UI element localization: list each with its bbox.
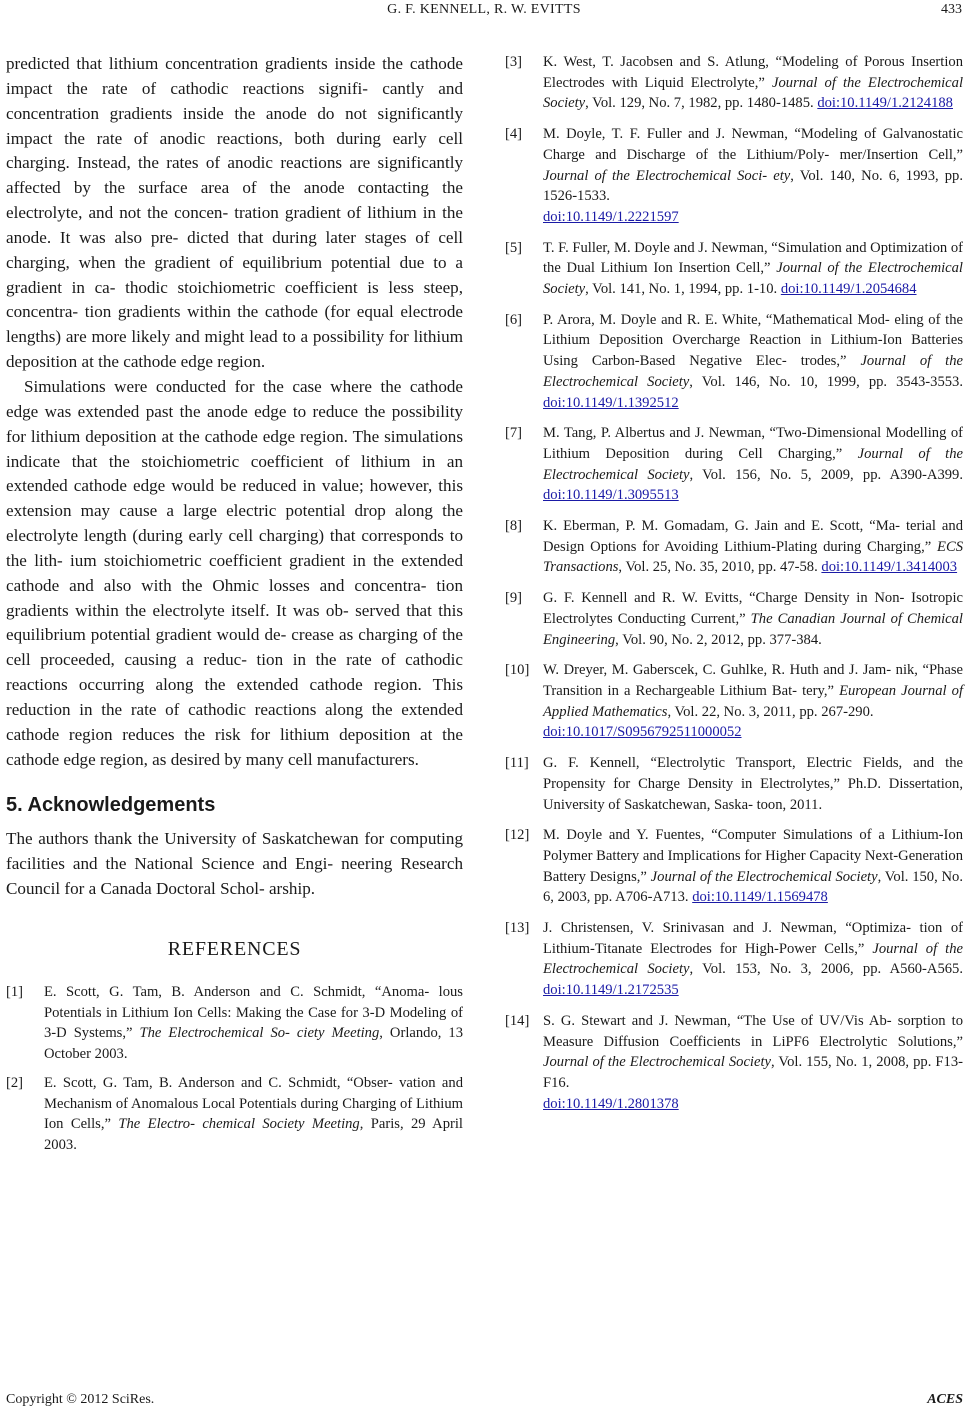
reference-number: [14] (505, 1012, 530, 1029)
reference-entry (6, 982, 463, 1065)
reference-entry (505, 753, 963, 815)
reference-details: , Vol. 146, No. 10, 1999, pp. 3543-3553. (689, 373, 964, 390)
reference-number: [1] (6, 984, 24, 1000)
reference-details: , Orlando, 13 October 2003. (44, 1025, 463, 1063)
reference-venue: Journal of the Electrochemical Society (543, 1054, 771, 1071)
reference-number: [6] (505, 311, 523, 328)
reference-venue: Journal of the Electrochemical Society (543, 445, 963, 483)
page-header (0, 0, 968, 24)
body-paragraph: predicted that lithium concentration gradients inside the cathode impact the rate of cathodic reactions signifi- cantly and concentration gradients inside the anode do not significantly impact the rate of anodic reactions, both during early cell charging. Instead, the rates of anodic reactions are significantly affected by the surface area of the anode contacting the electrolyte, and not the concen- tration gradient of lithium in the anode. It was also pre- dicted that during later stages of cell charging, when the gradient of equilibrium potential due to a gradient in ca- thodic stoichiometric coefficient is less steep, concentra- tion gradients within the cathode (for equal electrode lengths) are more likely and might lead to a possibility for lithium deposition at the cathode edge region. (6, 54, 463, 372)
reference-entry (505, 124, 963, 228)
reference-details: , Vol. 141, No. 1, 1994, pp. 1-10. (585, 281, 781, 298)
reference-details: , Vol. 22, No. 3, 2011, pp. 267-290. (667, 703, 874, 720)
reference-text: P. Arora, M. Doyle and R. E. White, “Mathematical Mod- eling of the Lithium Deposition Overcharge Reaction in Lithium-Ion Batteries Using Carbon-Based Negative Elec- trodes,” (543, 311, 963, 370)
reference-number: [5] (505, 239, 523, 256)
reference-entry (505, 660, 963, 743)
reference-details: , Paris, 29 April 2003. (44, 1116, 463, 1153)
reference-details: , Vol. 156, No. 5, 2009, pp. A390-A399. (689, 466, 963, 483)
reference-text: M. Doyle and Y. Fuentes, “Computer Simulations of a Lithium-Ion Polymer Battery and Implications for Higher Capacity Next-Generation Battery Designs,” (543, 827, 963, 885)
reference-details: , Vol. 155, No. 1, 2008, pp. F13-F16. (543, 1054, 963, 1091)
doi-link[interactable]: doi:10.1149/1.3414003 (821, 559, 958, 576)
journal-abbreviation: ACES (927, 1392, 963, 1407)
reference-venue: The Electro- chemical Society Meeting (118, 1116, 360, 1133)
reference-details: , Vol. 25, No. 35, 2010, pp. 47-58. (618, 559, 822, 576)
reference-details: , Vol. 140, No. 6, 1993, pp. 1526-1533. (543, 167, 964, 205)
reference-number: [3] (505, 54, 523, 70)
reference-venue: Journal of the Electrochemical Society (543, 74, 963, 112)
doi-link[interactable]: doi:10.1149/1.2221597 (543, 208, 679, 225)
doi-link[interactable]: doi:10.1149/1.2172535 (543, 982, 679, 999)
doi-link[interactable]: doi:10.1017/S0956792511000052 (543, 724, 742, 741)
reference-text: E. Scott, G. Tam, B. Anderson and C. Schmidt, “Obser- vation and Mechanism of Anomalous Local Potentials during Charging of Lithium Ion Cells,” (44, 1074, 463, 1133)
doi-link[interactable]: doi:10.1149/1.2801378 (543, 1095, 679, 1112)
reference-text: T. F. Fuller, M. Doyle and J. Newman, “Simulation and Optimization of the Dual Lithium Ion Insertion Cell,” (543, 239, 963, 277)
reference-entry (505, 423, 963, 506)
acknowledgements-heading: 5. Acknowledgements (6, 794, 216, 817)
reference-entry (505, 52, 963, 114)
reference-entry (505, 238, 963, 300)
doi-link[interactable]: doi:10.1149/1.3095513 (543, 487, 679, 504)
reference-text: M. Doyle, T. F. Fuller and J. Newman, “Modeling of Galvanostatic Charge and Discharge of the Lithium/Poly- mer/Insertion Cell,” (543, 126, 963, 163)
reference-details: , Vol. 129, No. 7, 1982, pp. 1480-1485. (585, 95, 818, 112)
reference-text: J. Christensen, V. Srinivasan and J. Newman, “Optimiza- tion of Lithium-Titanate Electrodes for High-Power Cells,” (543, 920, 963, 957)
reference-venue: Journal of the Electrochemical Society (543, 353, 963, 390)
reference-venue: Journal of the Electrochemical Society (650, 868, 878, 885)
reference-venue: ECS Transactions (543, 538, 963, 576)
reference-details: , Vol. 150, No. 6, 2003, pp. A706-A713. (543, 868, 963, 906)
reference-text: E. Scott, G. Tam, B. Anderson and C. Schmidt, “Anoma- lous Potentials in Lithium Ion Cells: Making the Case for 3-D Modeling of 3-D Systems,” (44, 984, 463, 1042)
doi-link[interactable]: doi:10.1149/1.1569478 (692, 889, 828, 906)
reference-number: [7] (505, 425, 523, 442)
reference-entry (505, 1011, 963, 1115)
page-number: 433 (941, 2, 962, 17)
reference-list-left (6, 982, 463, 1156)
reference-venue: Journal of the Electrochemical Soci- ety (543, 167, 791, 184)
reference-text: W. Dreyer, M. Gaberscek, C. Guhlke, R. Huth and J. Jam- nik, “Phase Transition in a Rechargeable Lithium Bat- tery,” (543, 662, 963, 699)
right-column (505, 52, 963, 1124)
reference-number: [12] (505, 827, 530, 844)
reference-number: [13] (505, 920, 530, 937)
reference-text: K. Eberman, P. M. Gomadam, G. Jain and E. Scott, “Ma- terial and Design Options for Avoiding Lithium-Plating during Charging,” (543, 518, 963, 555)
reference-details: , Vol. 153, No. 3, 2006, pp. A560-A565. (689, 961, 963, 978)
reference-number: [2] (6, 1074, 24, 1091)
body-paragraph: Simulations were conducted for the case where the cathode edge was extended past the anode edge to reduce the possibility for lithium deposition at the cathode edge region. The simulations indicate that the stoichiometric coefficient of lithium in an extended cathode edge would be reduced in value; however, this extension may cause a large electric potential drop along the electrolyte length (during early cell charging) that corresponds to the lith- ium stoichiometric coefficient gradient in the extended cathode and also with the Ohmic losses and concentra- tion gradients within the electrolyte itself. It was ob- served that this equilibrium potential gradient would de- crease as charging of the cell proceeded, causing a reduc- tion in the rate of cathodic reactions occurring along the extended cathode region. This reduction in the rate of cathodic reactions along the extended cathode region reduces the risk for lithium deposition at the cathode edge region, as desired by many cell manufacturers. (6, 376, 463, 769)
reference-number: [4] (505, 126, 523, 143)
reference-text: K. West, T. Jacobsen and S. Atlung, “Modeling of Porous Insertion Electrodes with Liquid Electrolyte,” (543, 54, 963, 91)
reference-text: G. F. Kennell, “Electrolytic Transport, Electric Fields, and the Propensity for Charge Density in Electrolytes,” Ph.D. Dissertation, University of Saskatchewan, Saska- toon, 2011. (543, 755, 963, 813)
reference-venue: Journal of the Electrochemical Society (543, 260, 963, 298)
reference-number: [11] (505, 755, 529, 772)
reference-venue: The Canadian Journal of Chemical Engineering (543, 610, 963, 648)
doi-link[interactable]: doi:10.1149/1.2054684 (780, 281, 917, 298)
reference-text: M. Tang, P. Albertus and J. Newman, “Two-Dimensional Modelling of Lithium Deposition during Cell Charging,” (543, 425, 963, 462)
left-column (6, 52, 463, 1164)
running-head: G. F. KENNELL, R. W. EVITTS (387, 2, 581, 17)
reference-venue: Journal of the Electrochemical Society (543, 940, 963, 978)
doi-link[interactable]: doi:10.1149/1.1392512 (543, 394, 679, 411)
reference-venue: The Electrochemical So- ciety Meeting (139, 1025, 380, 1042)
reference-number: [8] (505, 518, 523, 535)
reference-venue: European Journal of Applied Mathematics (543, 682, 963, 720)
reference-text: S. G. Stewart and J. Newman, “The Use of UV/Vis Ab- sorption to Measure Diffusion Coefficients in LiPF6 Electrolytic Solutions,” (543, 1012, 963, 1050)
reference-entry (505, 918, 963, 1001)
reference-text: G. F. Kennell and R. W. Evitts, “Charge Density in Non- Isotropic Electrolytes Conducting Current,” (543, 590, 963, 627)
references-title: REFERENCES (167, 938, 302, 960)
reference-details: , Vol. 90, No. 2, 2012, pp. 377-384. (615, 631, 822, 648)
reference-entry (505, 825, 963, 908)
reference-number: [9] (505, 590, 523, 607)
reference-entry (505, 588, 963, 650)
page-footer (6, 1392, 963, 1412)
acknowledgements-text: The authors thank the University of Saskatchewan for computing facilities and the National Science and Engi- neering Research Council for a Canada Doctoral Schol- arship. (6, 829, 463, 899)
reference-entry (505, 516, 963, 578)
reference-entry (505, 310, 963, 414)
reference-list-right (505, 52, 963, 1114)
doi-link[interactable]: doi:10.1149/1.2124188 (817, 95, 953, 112)
copyright-notice: Copyright © 2012 SciRes. (6, 1392, 155, 1407)
reference-number: [10] (505, 662, 530, 679)
reference-entry (6, 1073, 463, 1156)
